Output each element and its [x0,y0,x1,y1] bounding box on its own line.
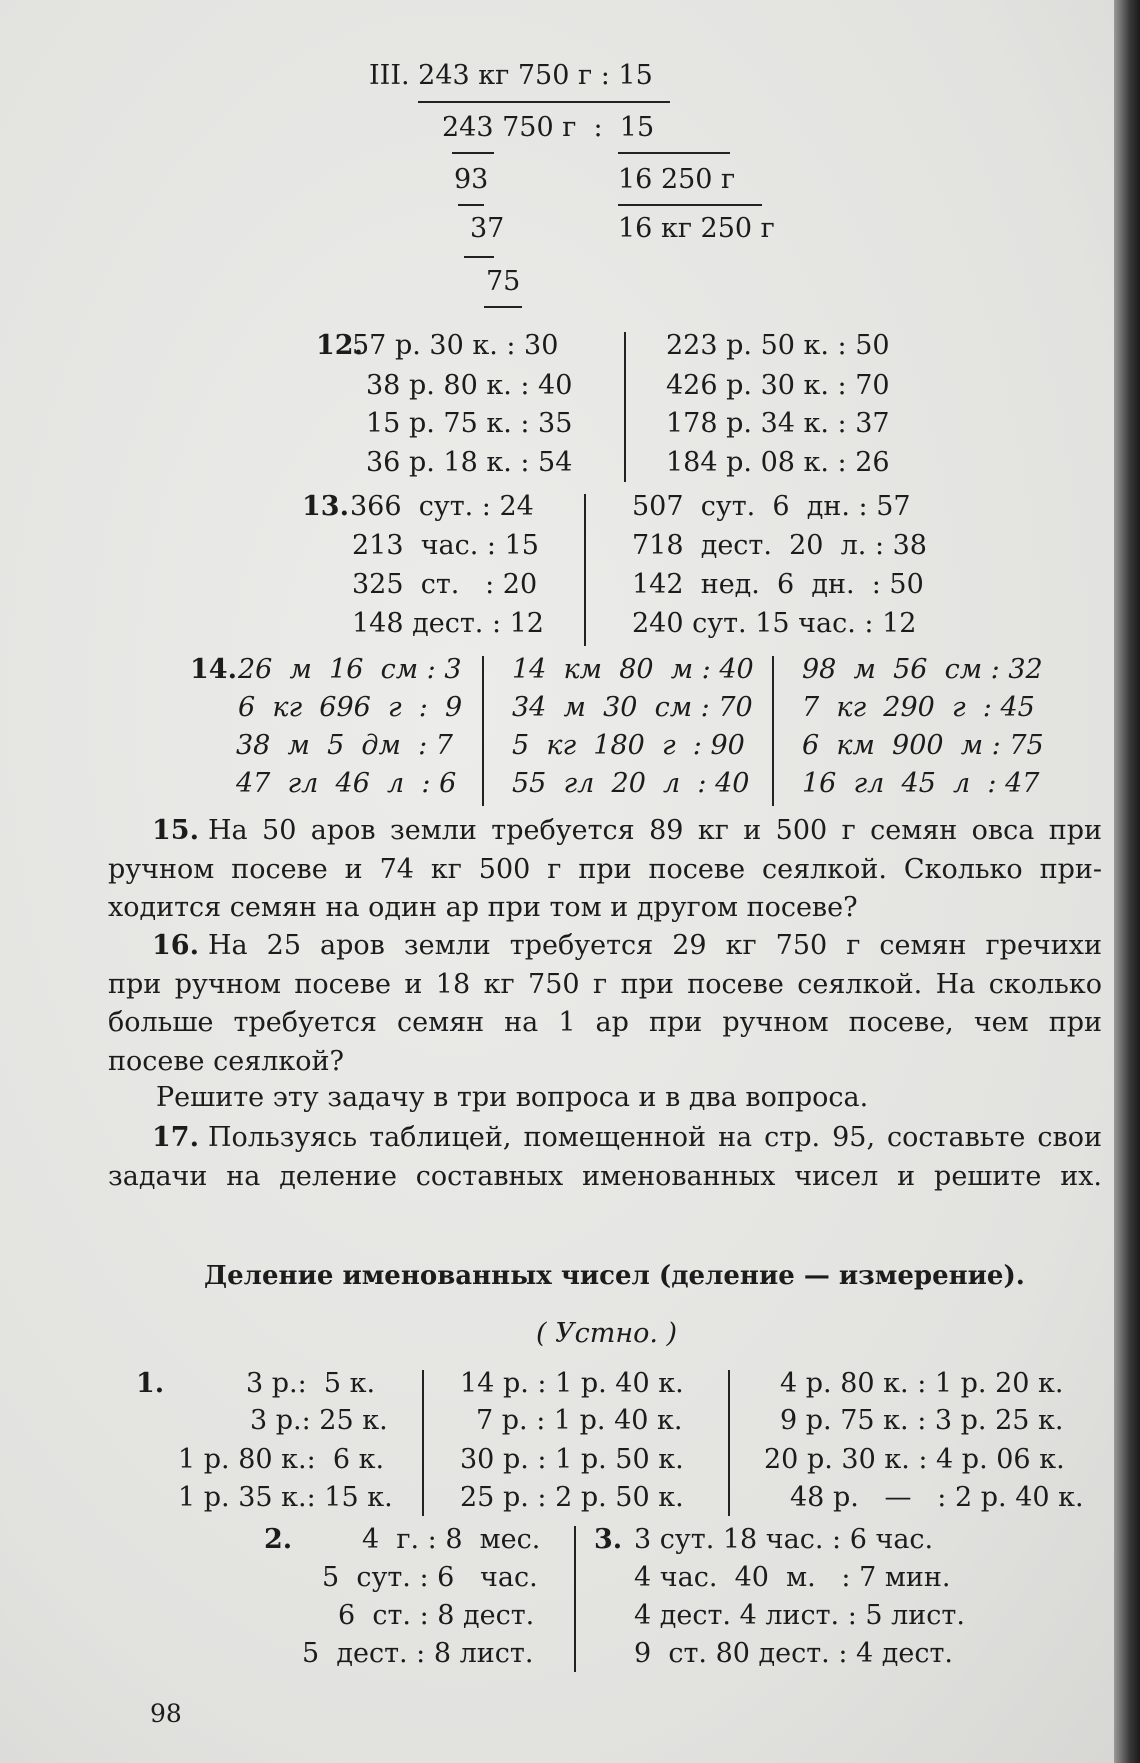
division-rule [464,256,494,258]
ex13-left-1: 366 сут. : 24 [350,491,534,522]
oral1-col1-2: 3 р.: 25 к. [250,1405,388,1436]
section-title: Деление именованных чисел (деление — измерение). [204,1261,1025,1291]
column-divider [574,1526,576,1672]
ex14-col1-1: 26 м 16 см : 3 [238,654,462,685]
ex15-line-1: На 50 аров земли требуется 89 кг и 500 г семян овса при [208,815,1102,846]
division-row-2-right: 16 250 г [618,164,736,195]
division-header: III. 243 кг 750 г : 15 [369,60,653,91]
oral1-col3-1: 4 р. 80 к. : 1 р. 20 к. [780,1368,1064,1399]
column-divider [422,1370,424,1516]
oral1-number: 1. [136,1368,165,1399]
ex14-col2-2: 34 м 30 см : 70 [512,692,753,723]
oral3-line-4: 9 ст. 80 дест. : 4 дест. [634,1638,954,1669]
section-subtitle: ( Устно. ) [536,1318,678,1349]
oral3-line-3: 4 дест. 4 лист. : 5 лист. [634,1600,965,1631]
division-rule [618,152,730,154]
ex14-number: 14. [190,654,237,685]
ex12-left-2: 38 р. 80 к. : 40 [366,370,573,401]
division-row-2-left: 93 [454,164,489,195]
ex15-line-2: ручном посеве и 74 кг 500 г при посеве сеялкой. Сколько при- [108,853,1102,885]
oral2-line-1: 4 г. : 8 мес. [362,1524,541,1555]
ex12-right-2: 426 р. 30 к. : 70 [666,370,890,401]
column-divider [728,1370,730,1516]
ex12-right-3: 178 р. 34 к. : 37 [666,408,890,439]
oral1-col1-3: 1 р. 80 к.: 6 к. [178,1444,385,1475]
ex12-number: 12. [316,330,363,361]
ex12-right-1: 223 р. 50 к. : 50 [666,330,890,361]
ex17-line-2: задачи на деление составных именованных чисел и решите их. [108,1160,1102,1192]
ex16-number: 16. [152,930,199,961]
ex16-line-1: На 25 аров земли требуется 29 кг 750 г семян гречихи [208,930,1102,961]
ex14-col2-3: 5 кг 180 г : 90 [512,730,745,761]
column-divider [624,332,626,482]
division-rule [452,152,494,154]
ex16-text [108,927,1102,1081]
division-rule [418,101,670,103]
ex16-line-3: больше требуется семян на 1 ар при ручном посеве, чем при [108,1007,1102,1038]
ex13-left-2: 213 час. : 15 [352,530,539,561]
ex13-right-1: 507 сут. 6 дн. : 57 [632,491,911,522]
ex13-right-3: 142 нед. 6 дн. : 50 [632,569,924,600]
ex12-left-1: 57 р. 30 к. : 30 [352,330,559,361]
division-row-1: 243 750 г : 15 [442,112,655,143]
oral1-col3-3: 20 р. 30 к. : 4 р. 06 к. [764,1444,1065,1475]
ex14-col1-3: 38 м 5 дм : 7 [236,730,453,761]
ex13-right-4: 240 сут. 15 час. : 12 [632,608,917,639]
page-number: 98 [150,1699,182,1728]
division-rule [618,204,762,206]
ex16-note: Решите эту задачу в три вопроса и в два вопроса. [156,1082,869,1113]
ex14-col1-4: 47 гл 46 л : 6 [236,768,457,799]
oral2-line-4: 5 дест. : 8 лист. [302,1638,534,1669]
ex14-col3-3: 6 км 900 м : 75 [802,730,1044,761]
ex13-number: 13. [302,491,349,522]
division-row-3-left: 37 [470,213,505,244]
ex12-left-4: 36 р. 18 к. : 54 [366,447,573,478]
division-row-4-left: 75 [486,266,521,297]
ex15-line-3: ходится семян на один ар при том и другом посеве? [108,892,858,923]
ex13-right-2: 718 дест. 20 л. : 38 [632,530,927,561]
ex12-left-3: 15 р. 75 к. : 35 [366,408,573,439]
column-divider [584,494,586,646]
ex13-left-3: 325 ст. : 20 [352,569,538,600]
ex12-right-4: 184 р. 08 к. : 26 [666,447,890,478]
division-row-3-right: 16 кг 250 г [618,213,775,244]
division-rule [458,204,484,206]
oral1-col3-2: 9 р. 75 к. : 3 р. 25 к. [780,1405,1064,1436]
ex13-left-4: 148 дест. : 12 [352,608,544,639]
oral3-line-1: 3 сут. 18 час. : 6 час. [634,1524,934,1555]
ex16-line-4: посеве сеялкой? [108,1045,344,1077]
ex17-line-1: Пользуясь таблицей, помещенной на стр. 95, составьте свои [208,1122,1102,1153]
ex14-col2-1: 14 км 80 м : 40 [512,654,754,685]
ex14-col3-2: 7 кг 290 г : 45 [802,692,1035,723]
ex17-text [108,1119,1102,1196]
oral1-col3-4: 48 р. — : 2 р. 40 к. [790,1482,1084,1513]
column-divider [482,656,484,806]
oral3-line-2: 4 час. 40 м. : 7 мин. [634,1562,951,1593]
ex15-number: 15. [152,815,199,846]
oral1-col1-4: 1 р. 35 к.: 15 к. [178,1482,393,1513]
division-rule [484,306,522,308]
column-divider [772,656,774,806]
oral3-number: 3. [594,1524,623,1555]
oral2-number: 2. [264,1524,293,1555]
ex14-col2-4: 55 гл 20 л : 40 [512,768,750,799]
oral2-line-2: 5 сут. : 6 час. [322,1562,538,1593]
oral1-col2-4: 25 р. : 2 р. 50 к. [460,1482,684,1513]
oral1-col2-1: 14 р. : 1 р. 40 к. [460,1368,684,1399]
ex16-line-2: при ручном посеве и 18 кг 750 г при посеве сеялкой. На сколько [108,968,1102,1000]
ex15-text [108,812,1102,928]
oral2-line-3: 6 ст. : 8 дест. [338,1600,535,1631]
oral1-col2-3: 30 р. : 1 р. 50 к. [460,1444,684,1475]
ex17-number: 17. [152,1122,199,1153]
oral1-col1-1: 3 р.: 5 к. [246,1368,376,1399]
page-edge-shadow [1114,0,1140,1763]
ex14-col3-4: 16 гл 45 л : 47 [802,768,1040,799]
ex14-col3-1: 98 м 56 см : 32 [802,654,1043,685]
ex14-col1-2: 6 кг 696 г : 9 [238,692,463,723]
oral1-col2-2: 7 р. : 1 р. 40 к. [476,1405,683,1436]
